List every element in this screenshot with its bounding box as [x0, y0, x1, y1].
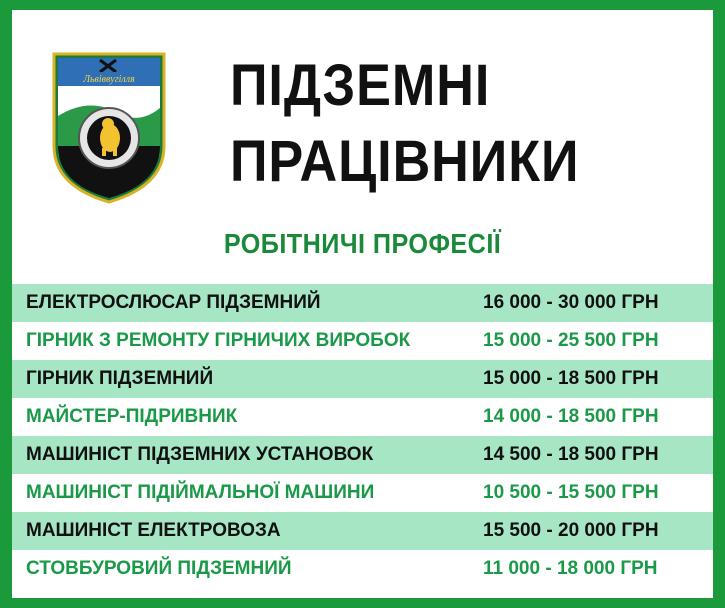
- job-salary: 11 000 - 18 000 ГРН: [483, 558, 658, 579]
- job-row: [12, 398, 713, 436]
- title-line-1: ПІДЗЕМНІ: [230, 53, 491, 118]
- job-name: МАШИНІСТ ЕЛЕКТРОВОЗА: [26, 520, 281, 541]
- job-row: [12, 284, 713, 322]
- job-salary: 16 000 - 30 000 ГРН: [483, 292, 659, 313]
- job-salary: 14 000 - 18 500 ГРН: [483, 406, 659, 427]
- jobs-table: [12, 284, 713, 588]
- job-row: [12, 550, 713, 588]
- poster-card: [12, 10, 713, 598]
- job-salary: 15 500 - 20 000 ГРН: [483, 520, 659, 541]
- page-title: [230, 48, 579, 200]
- job-salary: 10 500 - 15 500 ГРН: [483, 482, 659, 503]
- job-name: МАШИНІСТ ПІДІЙМАЛЬНОЇ МАШИНИ: [26, 482, 375, 503]
- coat-of-arms-emblem: [50, 46, 168, 206]
- job-salary: 14 500 - 18 500 ГРН: [483, 444, 659, 465]
- job-salary: 15 000 - 18 500 ГРН: [483, 368, 659, 389]
- job-row: [12, 322, 713, 360]
- job-name: ГІРНИК ПІДЗЕМНИЙ: [26, 368, 214, 389]
- job-name: МАЙСТЕР-ПІДРИВНИК: [26, 406, 238, 427]
- emblem-label: Львіввугілля: [83, 74, 135, 85]
- job-row: [12, 474, 713, 512]
- job-name: МАШИНІСТ ПІДЗЕМНИХ УСТАНОВОК: [26, 444, 374, 465]
- title-line-2: ПРАЦІВНИКИ: [230, 129, 580, 194]
- job-name: СТОВБУРОВИЙ ПІДЗЕМНИЙ: [26, 558, 292, 579]
- job-name: ЕЛЕКТРОСЛЮСАР ПІДЗЕМНИЙ: [26, 292, 321, 313]
- job-salary: 15 000 - 25 500 ГРН: [483, 330, 659, 351]
- job-row: [12, 436, 713, 474]
- job-row: [12, 360, 713, 398]
- job-name: ГІРНИК З РЕМОНТУ ГІРНИЧИХ ВИРОБОК: [26, 330, 411, 351]
- section-subtitle: РОБІТНИЧІ ПРОФЕСІЇ: [223, 228, 502, 259]
- job-row: [12, 512, 713, 550]
